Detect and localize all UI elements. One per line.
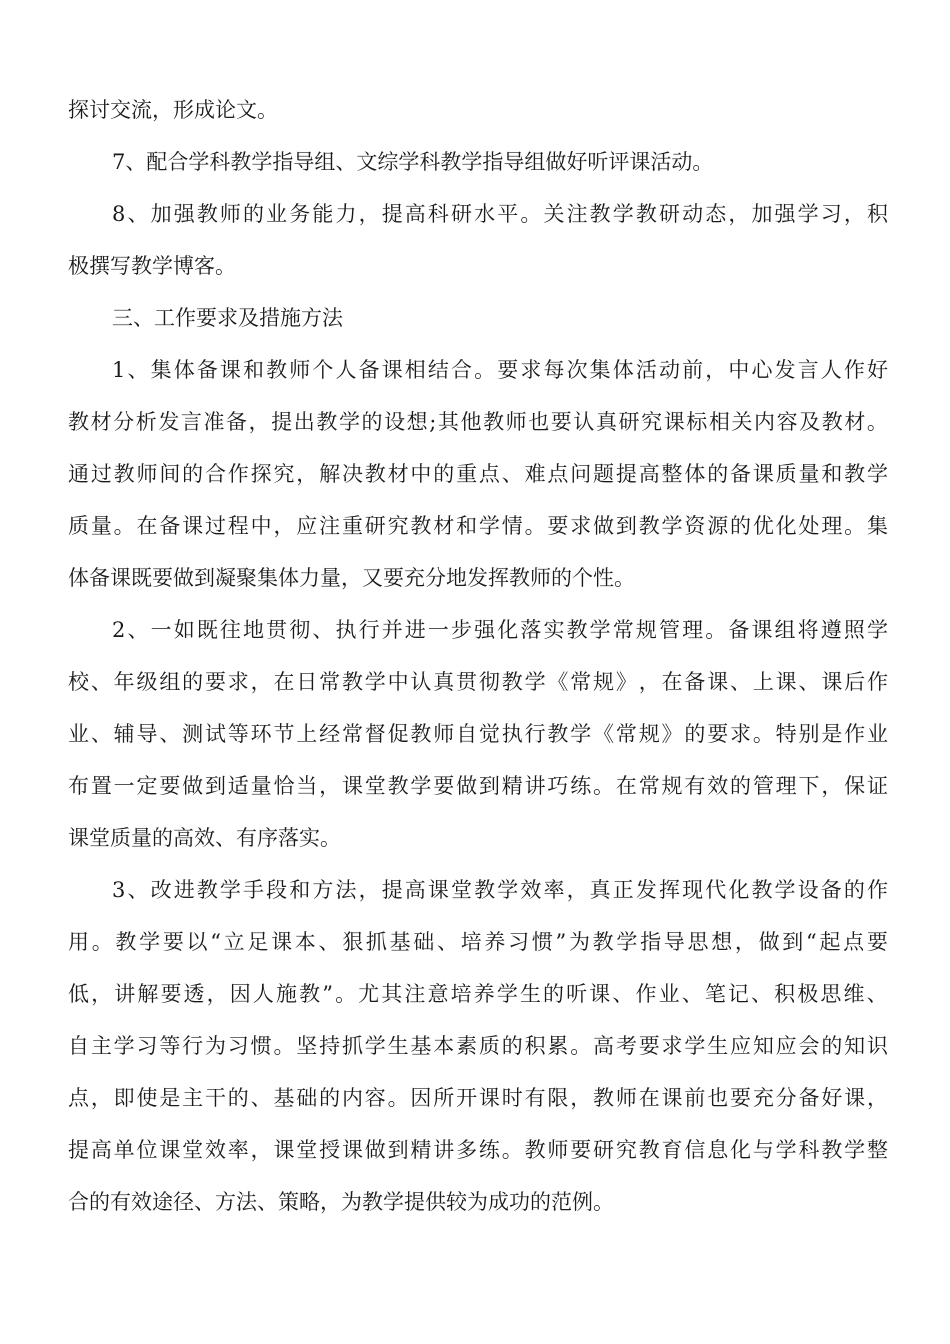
section-heading: 三、工作要求及措施方法 — [112, 306, 343, 330]
text-line: 用 。 教 学 要 以 “ 立 足 课 本 、 狠 抓 基 础 、 培 养 习 惯 ” 为 教 学 指 导 思 想 ， 做 到 “ 起 点 要 — [68, 930, 888, 954]
document-page — [68, 84, 888, 1228]
text-line: 自 主 学 习 等 行 为 习 惯 。 坚 持 抓 学 生 基 本 素 质 的 积 累 。 高 考 要 求 学 生 应 知 应 会 的 知 识 — [68, 1034, 888, 1058]
text-line: 探讨交流，形成论文。 — [68, 98, 278, 122]
text-line: 校 、 年 级 组 的 要 求 ， 在 日 常 教 学 中 认 真 贯 彻 教 学 《 常 规 》 ， 在 备 课 、 上 课 、 课 后 作 — [68, 670, 888, 694]
text-line: 通 过 教 师 间 的 合 作 探 究 ， 解 决 教 材 中 的 重 点 、 难 点 问 题 提 高 整 体 的 备 课 质 量 和 教 学 — [68, 462, 888, 486]
text-line: 1 、 集 体 备 课 和 教 师 个 人 备 课 相 结 合 。 要 求 每 次 集 体 活 动 前 ， 中 心 发 言 人 作 好 — [112, 358, 888, 382]
text-line: 3 、 改 进 教 学 手 段 和 方 法 ， 提 高 课 堂 教 学 效 率 ， 真 正 发 挥 现 代 化 教 学 设 备 的 作 — [112, 878, 888, 902]
text-line: 业 、 辅 导 、 测 试 等 环 节 上 经 常 督 促 教 师 自 觉 执 行 教 学 《 常 规 》 的 要 求 。 特 别 是 作 业 — [68, 722, 888, 746]
text-line: 提 高 单 位 课 堂 效 率 ， 课 堂 授 课 做 到 精 讲 多 练 。 教 师 要 研 究 教 育 信 息 化 与 学 科 教 学 整 — [68, 1138, 888, 1162]
text-line: 布 置 一 定 要 做 到 适 量 恰 当 ， 课 堂 教 学 要 做 到 精 讲 巧 练 。 在 常 规 有 效 的 管 理 下 ， 保 证 — [68, 774, 888, 798]
text-line: 体备课既要做到凝聚集体力量，又要充分地发挥教师的个性。 — [68, 566, 635, 590]
text-line: 教 材 分 析 发 言 准 备 ， 提 出 教 学 的 设 想 ; 其 他 教 师 也 要 认 真 研 究 课 标 相 关 内 容 及 教 材 。 — [68, 410, 888, 434]
text-line: 8 、 加 强 教 师 的 业 务 能 力 ， 提 高 科 研 水 平 。 关 注 教 学 教 研 动 态 ， 加 强 学 习 ， 积 — [112, 202, 888, 226]
text-line: 点 ， 即 使 是 主 干 的 、 基 础 的 内 容 。 因 所 开 课 时 有 限 ， 教 师 在 课 前 也 要 充 分 备 好 课 ， — [68, 1086, 888, 1110]
text-line: 极撰写教学博客。 — [68, 254, 236, 278]
text-line: 2 、 一 如 既 往 地 贯 彻 、 执 行 并 进 一 步 强 化 落 实 教 学 常 规 管 理 。 备 课 组 将 遵 照 学 — [112, 618, 888, 642]
text-line: 课堂质量的高效、有序落实。 — [68, 826, 341, 850]
text-line: 低 ， 讲 解 要 透 ， 因 人 施 教 ” 。 尤 其 注 意 培 养 学 生 的 听 课 、 作 业 、 笔 记 、 积 极 思 维 、 — [68, 982, 888, 1006]
text-line: 质 量 。 在 备 课 过 程 中 ， 应 注 重 研 究 教 材 和 学 情 。 要 求 做 到 教 学 资 源 的 优 化 处 理 。 集 — [68, 514, 888, 538]
text-line: 合的有效途径、方法、策略，为教学提供较为成功的范例。 — [68, 1190, 614, 1214]
text-line: 7、配合学科教学指导组、文综学科教学指导组做好听评课活动。 — [112, 150, 714, 174]
